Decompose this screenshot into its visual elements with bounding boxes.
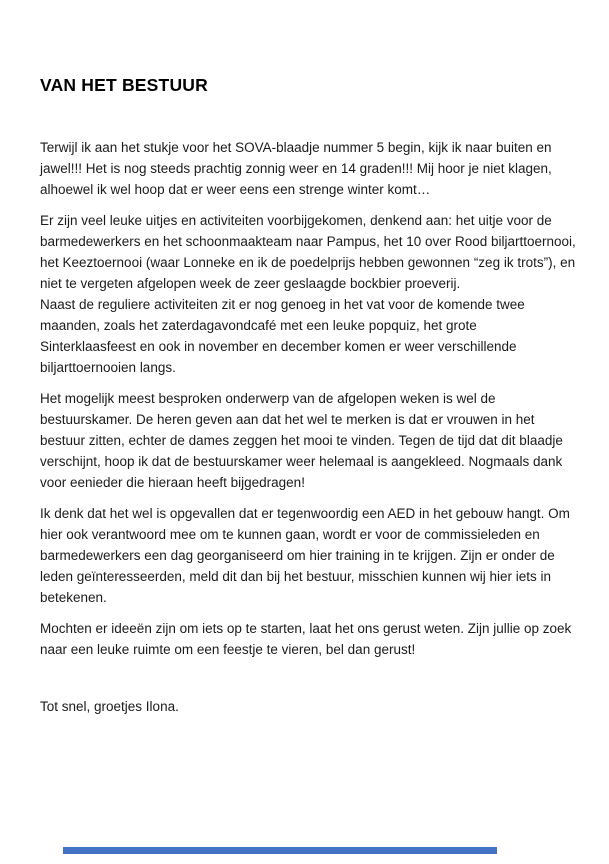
paragraph-ideas: Mochten er ideeën zijn om iets op te starten, laat het ons gerust weten. Zijn jullie op zoek naar een leuke ruimte om een feestje te vieren, bel dan gerust! xyxy=(40,621,572,657)
signature-line: Tot snel, groetjes Ilona. xyxy=(40,699,179,714)
footer-accent-bar xyxy=(63,847,497,854)
document-body xyxy=(40,74,576,717)
paragraph-activities-past: Er zijn veel leuke uitjes en activiteiten voorbijgekomen, denkend aan: het uitje voor de barmedewerkers en het schoonmaakteam naar Pampus, het 10 over Rood biljarttoernooi, het Keeztoernooi (waar Lonneke en ik de poedelprijs hebben gewonnen “zeg ik trots”), en niet te vergeten afgelopen week de zeer geslaagde bockbier proeverij. xyxy=(40,213,576,291)
paragraph-intro: Terwijl ik aan het stukje voor het SOVA-blaadje nummer 5 begin, kijk ik naar buiten en jawel!!! Het is nog steeds prachtig zonnig weer en 14 graden!!! Mij hoor je niet klagen, alhoewel ik wel hoop dat er weer eens een strenge winter komt… xyxy=(40,140,552,197)
paragraph-bestuurskamer: Het mogelijk meest besproken onderwerp van de afgelopen weken is wel de bestuurskamer. De heren geven aan dat het wel te merken is dat er vrouwen in het bestuur zitten, echter de dames zeggen het mooi te vinden. Tegen de tijd dat dit blaadje verschijnt, hoop ik dat de bestuurskamer weer helemaal is aangekleed. Nogmaals dank voor eenieder die hieraan heeft bijgedragen! xyxy=(40,391,563,490)
page-title: VAN HET BESTUUR xyxy=(40,75,208,95)
paragraph-aed: Ik denk dat het wel is opgevallen dat er tegenwoordig een AED in het gebouw hangt. Om hier ook verantwoord mee om te kunnen gaan, wordt er voor de commissieleden en barmedewerkers een dag georganiseerd om hier training in te krijgen. Zijn er onder de leden geïnteresseerden, meld dit dan bij het bestuur, misschien kunnen wij hier iets in betekenen. xyxy=(40,506,570,605)
paragraph-activities-upcoming: Naast de reguliere activiteiten zit er nog genoeg in het vat voor de komende twee maanden, zoals het zaterdagavondcafé met een leuke popquiz, het grote Sinterklaasfeest en ook in november en december komen er weer verschillende biljarttoernooien langs. xyxy=(40,297,525,375)
